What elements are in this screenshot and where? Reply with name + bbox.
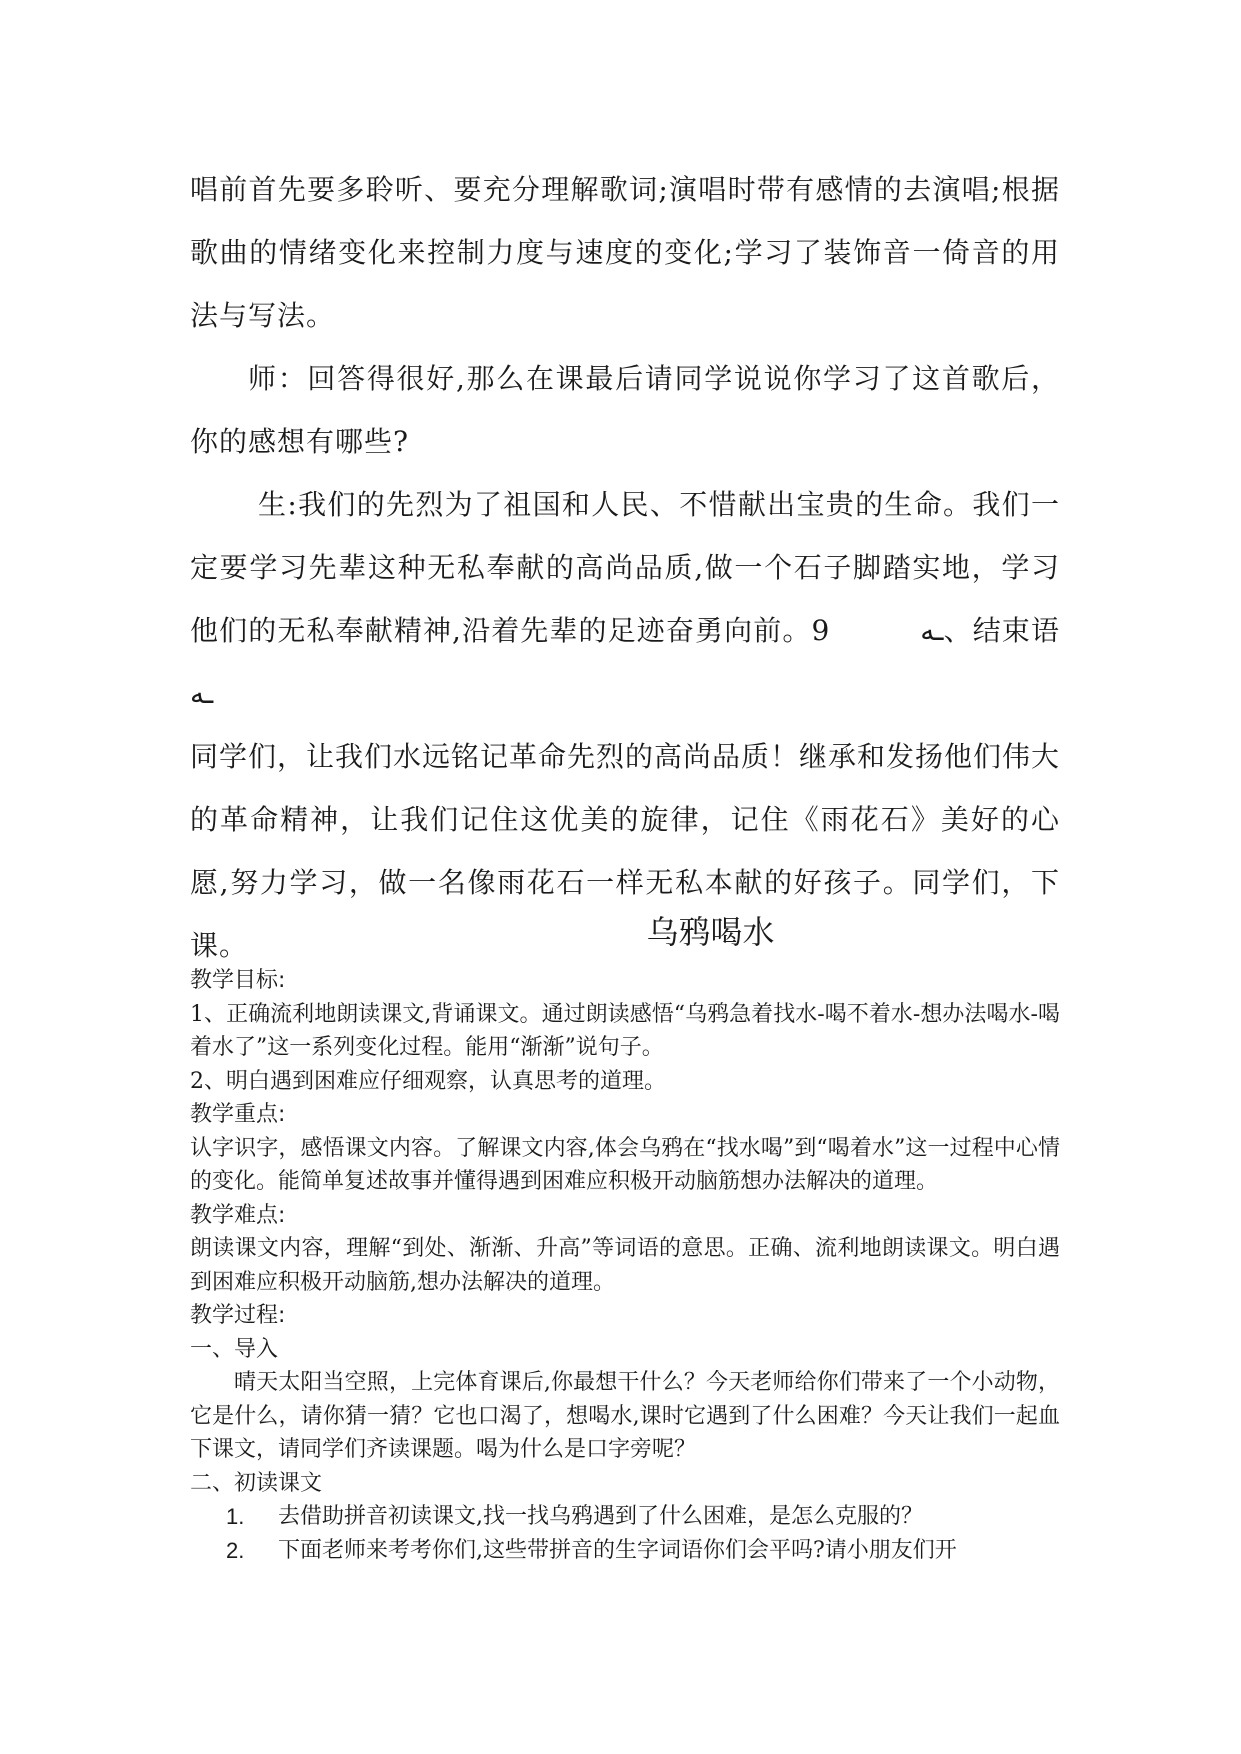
key-points-text: 认字识字，感悟课文内容。了解课文内容,体会乌鸦在“找水喝”到“喝着水”这一过程中心情的变化。能简单复述故事并懂得遇到困难应积极开动脑筋想办法解决的道理。 [190, 1135, 1060, 1194]
section-intro-text: 晴天太阳当空照，上完体育课后,你最想干什么？今天老师给你们带来了一个小动物，它是什么，请你猜一猜？它也口渴了，想喝水,课时它遇到了什么困难？今天让我们一起血下课文，请同学们齐读课题。喝为什么是口字旁呢？ [190, 1370, 1060, 1462]
goal-2: 2、明白遇到困难应仔细观察，认真思考的道理。 [190, 1068, 666, 1094]
section-intro-heading: 一、导入 [190, 1336, 279, 1362]
student-answer-paragraph [190, 473, 1060, 725]
closing-remarks-paragraph: 同学们，让我们水远铭记革命先烈的高尚品质！继承和发扬他们伟大的革命精神，让我们记住这优美的旋律，记住《雨花石》美好的心愿,努力学习，做一名像雨花石一样无私本献的好孩子。同学们，下课。 [190, 740, 1061, 962]
list-item [190, 1534, 1060, 1568]
process-heading: 教学过程: [190, 1303, 286, 1328]
key-points-heading: 教学重点: [190, 1102, 286, 1127]
list-item-number: 1. [226, 1504, 245, 1529]
list-item-number: 2. [226, 1537, 245, 1563]
list-item-text: 下面老师来考考你们,这些带拼音的生字词语你们会平吗?请小朋友们开 [278, 1537, 957, 1563]
list-item [190, 1500, 1060, 1534]
goals-heading: 教学目标: [190, 968, 286, 993]
reading-steps-list [190, 1500, 1060, 1567]
list-item-text: 去借助拼音初读课文,找一找乌鸦遇到了什么困难，是怎么克服的？ [278, 1504, 923, 1529]
summary-paragraph: 唱前首先要多聆听、要充分理解歌词;演唱时带有感情的去演唱;根据歌曲的情绪变化来控制力度与速度的变化;学习了装饰音一倚音的用法与写法。 [190, 173, 1060, 332]
student-answer-text: 生:我们的先烈为了祖国和人民、不惜献出宝贵的生命。我们一定要学习先辈这种无私奉献的高尚品质,做一个石子脚踏实地，学习他们的无私奉献精神,沿着先辈的足迹奋勇向前。9 [190, 488, 1060, 647]
section-reading-heading: 二、初读课文 [190, 1470, 323, 1496]
lesson-conclusion-section [190, 158, 1060, 977]
lesson-plan-section [190, 964, 1060, 1567]
difficulties-text: 朗读课文内容，理解“到处、渐渐、升高”等词语的意思。正确、流利地朗读课文。明白遇到困难应积极开动脑筋,想办法解决的道理。 [190, 1236, 1060, 1295]
goal-1: 1、正确流利地朗读课文,背诵课文。通过朗读感悟“乌鸦急着找水-喝不着水-想办法喝水-喝着水了”这一系列变化过程。能用“渐渐”说句子。 [190, 1001, 1060, 1060]
difficulties-heading: 教学难点: [190, 1202, 286, 1228]
teacher-question-paragraph: 师：回答得很好,那么在课最后请同学说说你学习了这首歌后，你的感想有哪些? [190, 362, 1060, 458]
closing-remarks-heading: ـه、结束语ـه [190, 614, 1060, 710]
lesson-title: 乌鸦喝水 [646, 913, 775, 951]
